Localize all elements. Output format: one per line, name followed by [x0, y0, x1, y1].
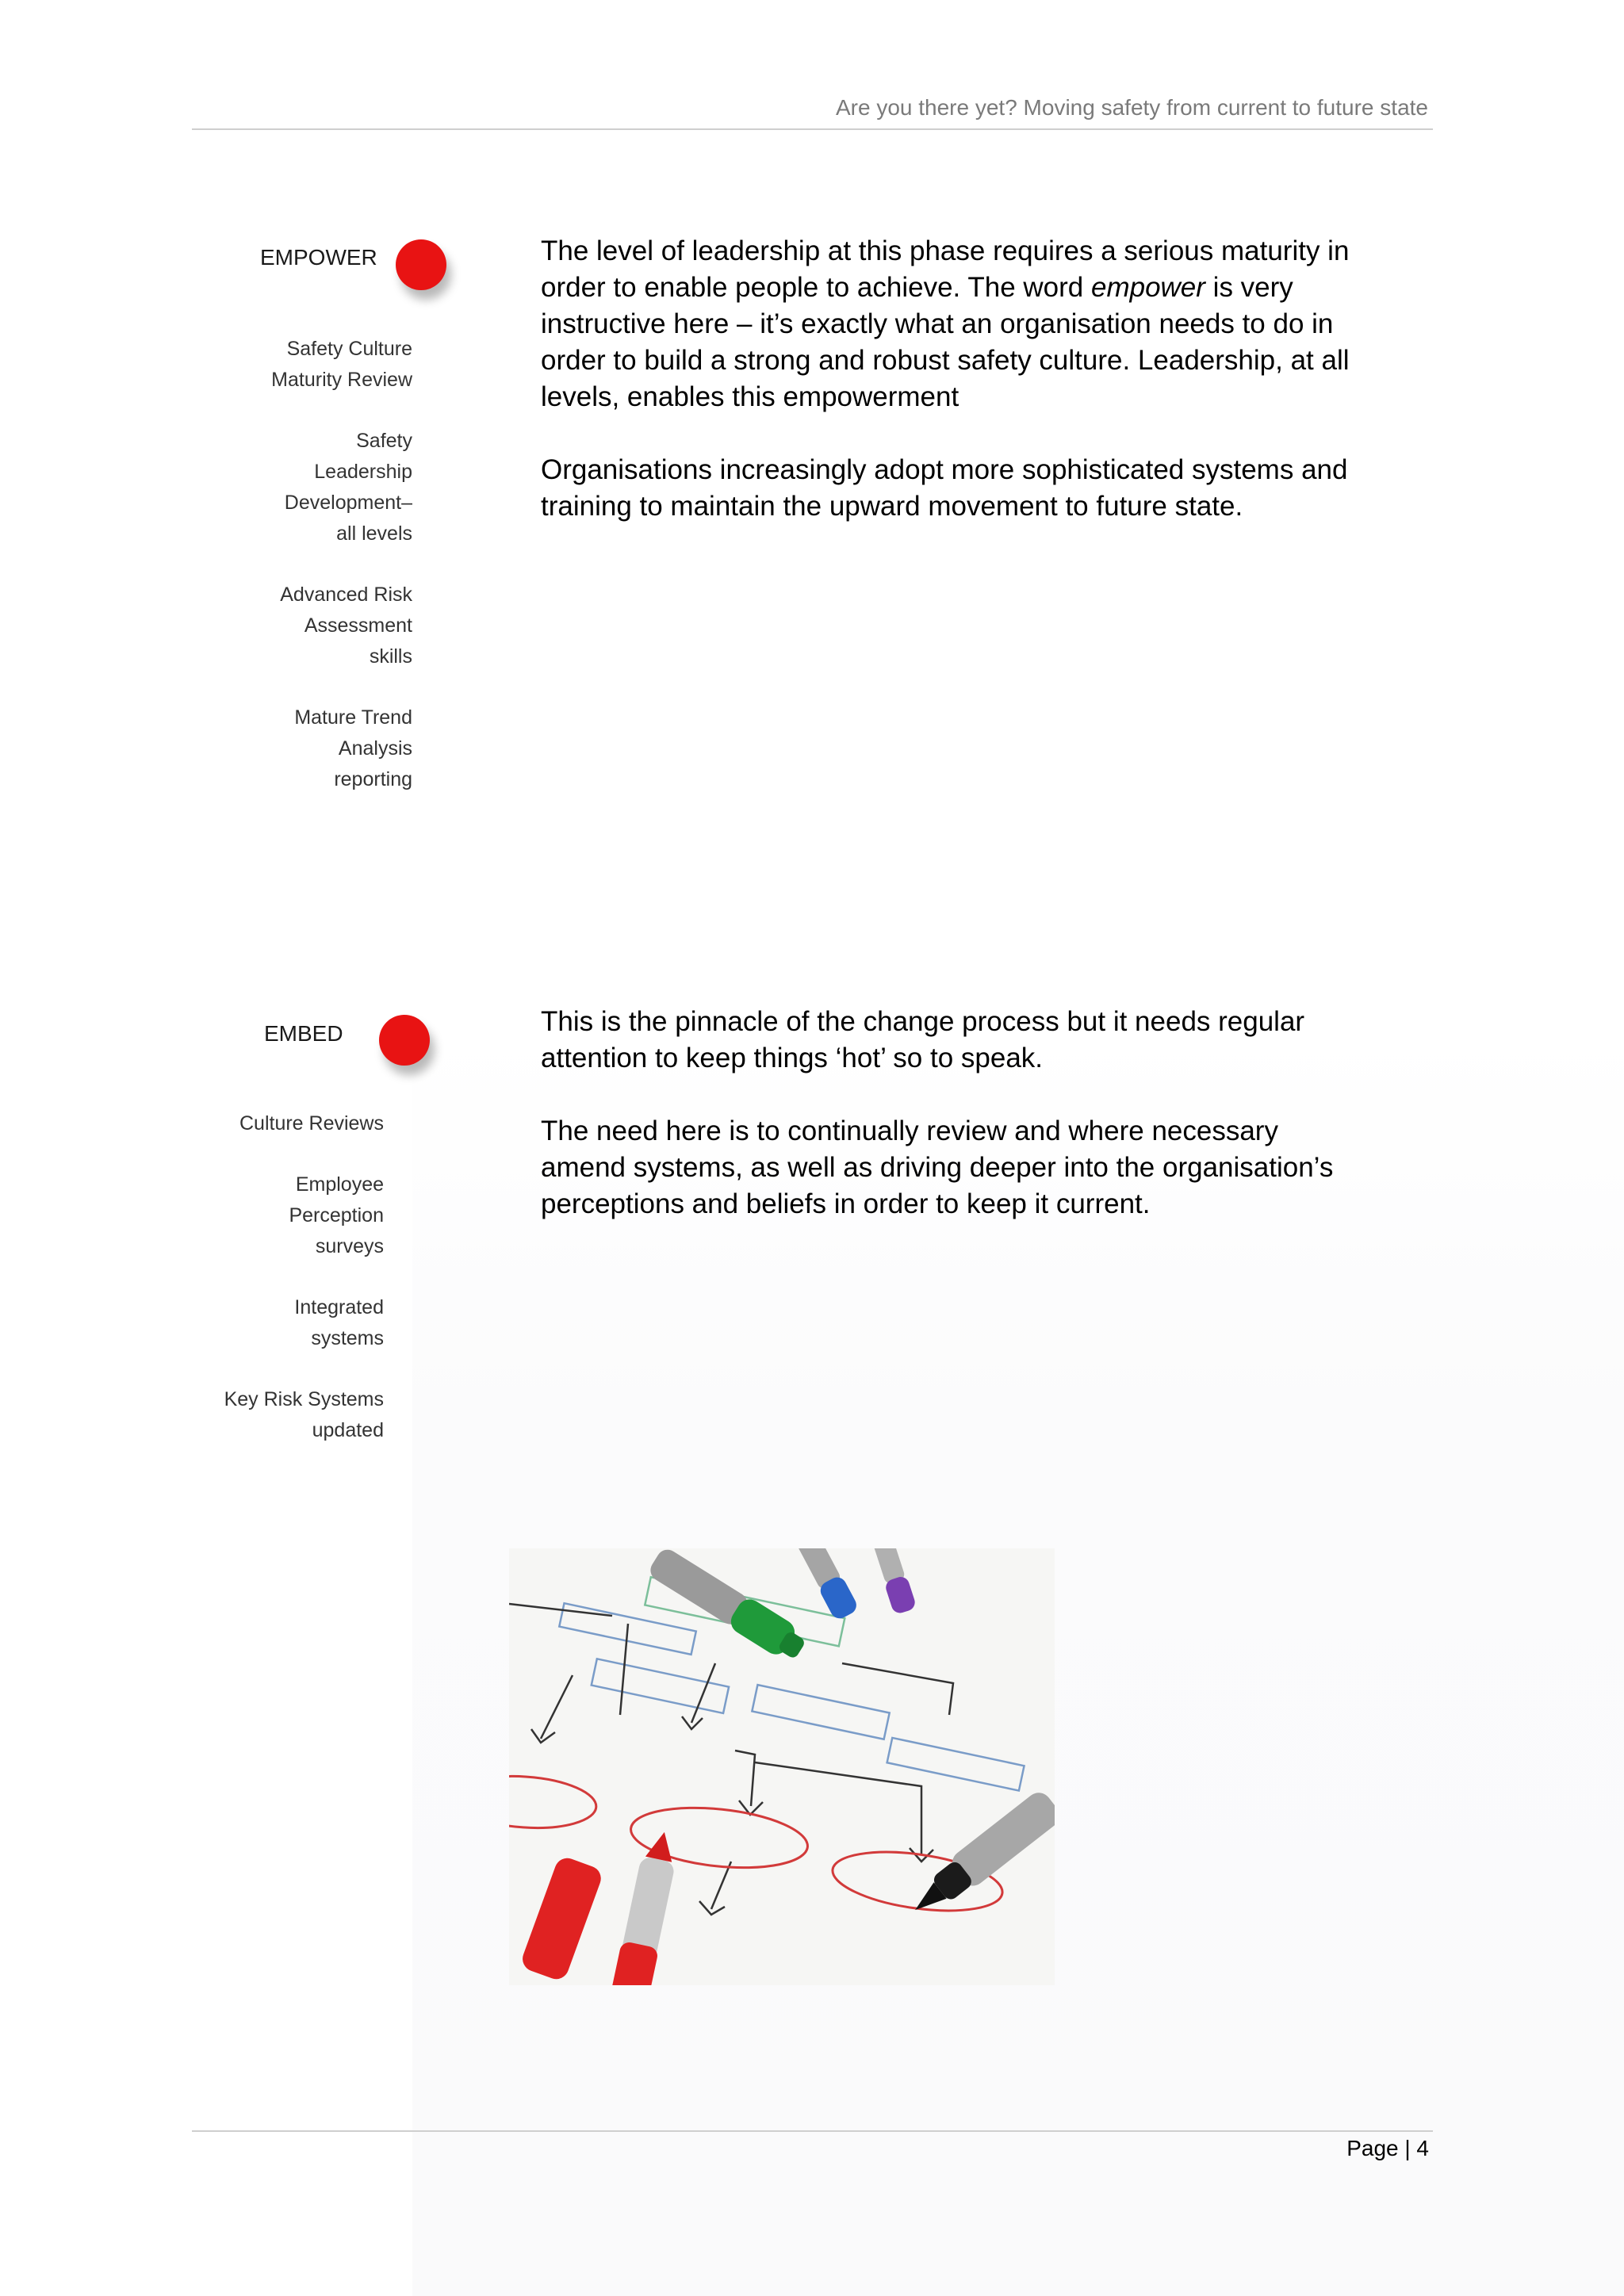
- side-item-line: skills: [369, 645, 412, 668]
- side-list-item: [224, 1384, 384, 1446]
- side-item-line: Leadership: [314, 461, 412, 483]
- embed-paragraph-2: The need here is to continually review and where necessary amend systems, as well as driving deeper into the organisation’s perceptions and beliefs in order to keep it current.: [541, 1115, 1334, 1219]
- side-item-line: Integrated: [294, 1296, 384, 1318]
- side-item-line: Maturity Review: [271, 369, 412, 391]
- side-list-item: [271, 426, 412, 549]
- text-run: is very instructive here – it’s exactly what an organisation needs to do in order to build a strong and robust safety culture. Leadership, at all levels, enables this empowerment: [541, 272, 1350, 412]
- side-item-line: Perception: [289, 1204, 384, 1226]
- side-item-line: Safety: [356, 430, 412, 452]
- embed-red-dot-icon: [379, 1015, 430, 1066]
- side-item-line: Development–: [284, 492, 412, 514]
- footer-rule: [192, 2130, 1433, 2132]
- page-number: Page | 4: [1346, 2136, 1429, 2160]
- side-item-line: Analysis: [338, 737, 412, 760]
- side-item-line: Key Risk Systems: [224, 1388, 384, 1410]
- side-item-line: Employee: [295, 1173, 384, 1196]
- side-item-line: Advanced Risk: [280, 584, 412, 606]
- side-item-line: Mature Trend: [294, 706, 412, 729]
- running-header: Are you there yet? Moving safety from current to future state: [835, 95, 1428, 120]
- side-item-line: Safety Culture: [286, 338, 412, 360]
- empower-paragraph-1: [541, 233, 1358, 415]
- side-item-line: updated: [312, 1419, 384, 1441]
- header-rule: [192, 128, 1433, 130]
- flowchart-illustration: [509, 1548, 1055, 1985]
- side-item-line: Assessment: [304, 614, 412, 637]
- side-list-item: [271, 702, 412, 795]
- side-list-item: [271, 580, 412, 672]
- embed-side-list: [224, 1108, 384, 1476]
- side-list-item: [224, 1108, 384, 1139]
- flowchart-markers-image: [509, 1548, 1055, 1985]
- side-item-line: surveys: [315, 1235, 384, 1257]
- empower-body: [541, 233, 1358, 561]
- embed-body: [541, 1004, 1358, 1259]
- side-item-line: reporting: [334, 768, 412, 790]
- side-item-line: systems: [311, 1327, 384, 1349]
- empower-red-dot-icon: [396, 239, 446, 290]
- empower-side-list: [271, 334, 412, 825]
- side-item-line: all levels: [336, 522, 412, 545]
- empower-heading: EMPOWER: [260, 245, 377, 270]
- side-list-item: [224, 1292, 384, 1354]
- empower-paragraph-2: Organisations increasingly adopt more sophisticated systems and training to maintain the upward movement to future state.: [541, 454, 1348, 522]
- text-run: The level of leadership at this phase requires a serious maturity in order to enable people to achieve. The word: [541, 235, 1350, 303]
- side-item-line: Culture Reviews: [239, 1112, 384, 1135]
- emphasis-word: empower: [1090, 272, 1205, 303]
- side-list-item: [224, 1169, 384, 1262]
- embed-heading: EMBED: [264, 1021, 343, 1046]
- side-list-item: [271, 334, 412, 396]
- embed-paragraph-1: This is the pinnacle of the change process but it needs regular attention to keep things ‘hot’ so to speak.: [541, 1006, 1305, 1073]
